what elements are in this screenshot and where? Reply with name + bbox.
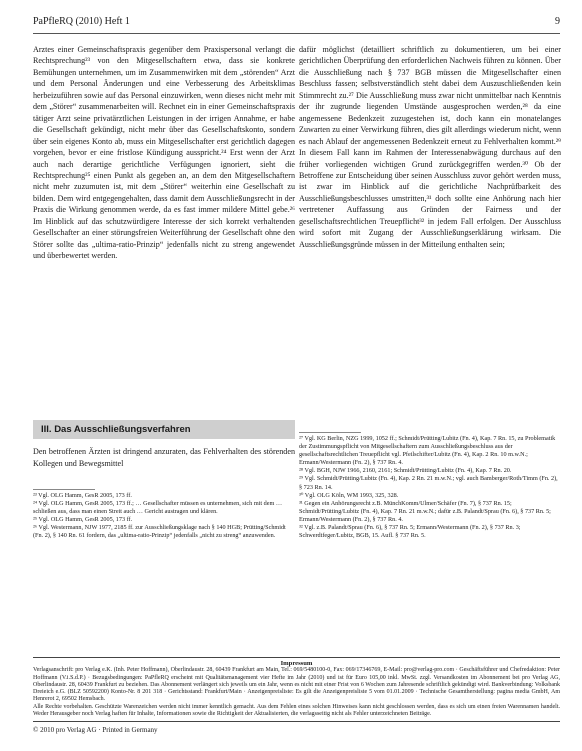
footnote: ²⁴ Vgl. OLG Hamm, GesR 2005, 173 ff.; … Gesellschafter müssen es unternehmen, sich mit dem … schließen aus, dass man einen Streit auch … Gericht austragen und klären.: [33, 500, 283, 516]
section-heading: III. Das Ausschließungsverfahren: [33, 420, 295, 439]
footnote: ²⁹ Vgl. Schmidt/Prütting/Lubitz (Fn. 4), Kap. 2 Rn. 21 m.w.N.; vgl. auch Bamberger/Roth/Timm (Fn. 2), § 723 Rn. 14.: [299, 475, 558, 491]
left-paragraph: Arztes einer Gemeinschaftspraxis gegenüber dem Praxispersonal verlangt die Rechtsprechung²³ von den Mitgesellschaftern etwa, dass sie konkrete Bemühungen unternehmen, um im Zusammenwirken mit dem „störenden“ Arzt und dem Personal Änderungen und eine Verbesserung des Arbeitsklimas herbeizuführen sowie auf das Personal einzuwirken, wenn dieses nicht mehr mit dem „Störer“ zusammenarbeiten will. Rechnet ein in einer Gemeinschaftspraxis tätiger Arzt seine privatärztlichen Leistungen in der irrigen Annahme, er habe die Gesellschaft gekündigt, nicht mehr über das Gesellschaftskonto, sondern über sein eigenes Konto ab, muss ein Mitgesellschafter erst gerichtlich dagegen vorgehen, bevor er eine fristlose Kündigung ausspricht.²⁴ Erst wenn der Arzt auch nach derartige gerichtliche Verfügungen ignoriert, sieht die Rechtsprechung²⁵ einen Punkt als gegeben an, an dem den Mitgesellschaftern nicht mehr zuzumuten ist, mit dem „Störer“ weiterhin eine Gesellschaft zu bilden. Dem wird entgegengehalten, dass damit dem Ausschließungsrecht in der Praxis die Wirkung genommen werde, da es fast immer mildere Mittel gebe.²⁶ Im Hinblick auf das schutzwürdigere Interesse der sich korrekt verhaltenden Gesellschafter an einer störungsfreien Weiterführung der Gesellschaft ohne den Störer sollte das „ultima-ratio-Prinzip“ jedenfalls nicht zu streng angewendet und überbewertet werden.: [33, 45, 295, 261]
impressum-rights-notice: Alle Rechte vorbehalten. Geschützte Warenzeichen werden nicht immer kenntlich gemacht. Aus dem Fehlen eines solchen Hinweises kann nicht geschlossen werden, dass es sich um einen freien Warennamen handelt. Weder Herausgeber noch Verlag haften für Inhalte, Informationen sowie die Richtigkeit der Aktualisierten, die verlagsseitig nicht als Fehler unterzeichneten Beiträge.: [33, 703, 560, 718]
journal-title: PaPfleRQ (2010) Heft 1: [33, 16, 130, 27]
copyright-line: © 2010 pro Verlag AG · Printed in Germany: [33, 726, 158, 734]
right-column: [299, 44, 561, 250]
impressum-box: [33, 657, 560, 722]
footnote: ³¹ Gegen ein Anhörungsrecht z.B. MünchKomm/Ulmer/Schäfer (Fn. 7), § 737 Rn. 15; Schmidt/Prütting/Lubitz (Fn. 4), Kap. 7 Rn. 21 m.w.N.; dafür z.B. Palandt/Sprau (Fn. 6), § 737 Rn. 5; Ermann/Westermann (Fn. 2), § 737 Rn. 4.: [299, 499, 551, 523]
left-footnotes: [33, 492, 295, 541]
right-footnote-rule: [299, 432, 361, 433]
right-footnotes: [299, 435, 561, 540]
footnote: ²⁵ Vgl. OLG Hamm, GesR 2005, 173 ff.: [33, 516, 133, 524]
left-column: [33, 44, 295, 262]
footnote: ²⁸ Vgl. BGH, NJW 1966, 2160, 2161; Schmidt/Prütting/Lubitz (Fn. 4), Kap. 7 Rn. 20.: [299, 467, 512, 475]
impressum-title: Impressum: [280, 660, 313, 667]
section-intro-paragraph: Den betroffenen Ärzten ist dringend anzuraten, das Fehlverhalten des störenden Kollegen und Bewegsmittel: [33, 447, 295, 468]
footnote: ³² Vgl. z.B. Palandt/Sprau (Fn. 6), § 737 Rn. 5; Ermann/Westermann (Fn. 2), § 737 Rn. 3; Schwerdtfeger/Lubitz, BGB, 15. Aufl. § 737 Rn. 5.: [299, 524, 521, 540]
footnote: ²⁷ Vgl. KG Berlin, NZG 1999, 1052 ff.; Schmidt/Prütting/Lubitz (Fn. 4), Kap. 7 Rn. 15, zu Problematik der Zustimmungspflicht von Mitgesellschaftern zum Ausschließungsbeschluss aus der gesellschaftsrechtlichen Treuepflicht vgl. Pfeilschifter/Lubitz (Fn. 4), Kap. 2 Rn. 10 m.w.N.; Ermann/Westermann (Fn. 2), § 737 Rn. 4.: [299, 435, 556, 467]
footnote: ²³ Vgl. OLG Hamm, GesR 2005, 173 ff.: [33, 492, 132, 499]
footnote: ³⁰ Vgl. OLG Köln, WM 1993, 325, 328.: [299, 491, 399, 499]
page-number: 9: [555, 16, 560, 27]
header-rule: [33, 33, 560, 34]
impressum-publisher-info: Verlagsanschrift: pro Verlag e.K. (Inh. Peter Hoffmann), Oberlindaustr. 28, 60439 Frankfurt am Main, Tel.: 069/5480100-0, Fax: 069/17346769, E-Mail: pro@verlag-pro.com · Geschäftsführer und Chefredaktion: Peter Hoffmann (V.i.S.d.P.) · Bezugsbedingungen: PaPfleRQ erscheint mit Qualitätsmanagement vier Hefte im Jahr (2010) und ist für Euro 105,00 inkl. MwSt. zzgl. Versandkosten im Abonnement bei pro Verlag AG, Oberlindaustr. 28, 60439 Frankfurt zu beziehen. Das Abonnement verlängert sich jeweils um ein Jahr, wenn es nicht mit einer Frist von 6 Wochen zum Jahresende schriftlich gekündigt wird. Bankverbindung: Volksbank Dreieich e.G. (BLZ 50592200) Konto-Nr. 8 201 318 · Gerichtsstand: Frankfurt/Main · Anzeigenpreisliste: Es gilt die Anzeigenpreisliste 5 vom 01.01.2009 · Technische Gesamtherstellung: pagina media GmbH, Am Henrerot 2, 69502 Hemsbach.: [33, 667, 560, 703]
right-paragraph: dafür möglichst (detailliert schriftlich zu dokumentieren, um bei einer gerichtlichen Überprüfung den erforderlichen Nachweis führen zu können. Über die Ausschließung nach § 737 BGB müssen die Mitgesellschafter einen Beschluss fassen; selbstverständlich steht dabei dem Auszuschließenden kein Stimmrecht zu.²⁷ Die Ausschließung muss zwar nicht unmittelbar nach Kenntnis der ihr zugrunde liegenden Umstände ausgesprochen werden,²⁸ da eine angemessene Bedenkzeit zuzugestehen ist, doch kann ein monatelanges Zuwarten zu einer Verwirkung führen, dies gilt allerdings wiederum nicht, wenn es nach Ablauf der angemessenen Bedenkzeit erneut zu Fehlverhalten kommt.²⁹ In diesem Fall kann im Rahmen der Interessenabwägung durchaus auf den früher vorliegenden wichtigen Grund zurückgegriffen werden.³⁰ Ob der Betroffene zur Entscheidung über seinen Ausschluss zuvor gehört werden muss, ist zwar im Hinblick auf die gerichtliche Nachprüfbarkeit des Ausschließungsbeschlusses umstritten,³¹ doch sollte eine Anhörung nach hier vertretener Auffassung aus Gründen der Fairness und der gesellschaftsrechtlichen Treuepflicht³² in jedem Fall erfolgen. Der Ausschluss wird sofort mit Zugang der Ausschließungserklärung wirksam. Die Ausschließungsgründe müssen in der Mitteilung enthalten sein;: [299, 45, 561, 249]
footnote: ²⁶ Vgl. Westermann, NJW 1977, 2185 ff. zur Ausschließungsklage nach § 140 HGB; Prütting/Schmidt (Fn. 2), § 140 Rn. 61 fordern, das „ultima-ratio-Prinzip“ jedenfalls „nicht zu streng“ anzuwenden.: [33, 524, 286, 540]
page-header: [33, 16, 560, 30]
left-footnote-rule: [33, 489, 95, 490]
